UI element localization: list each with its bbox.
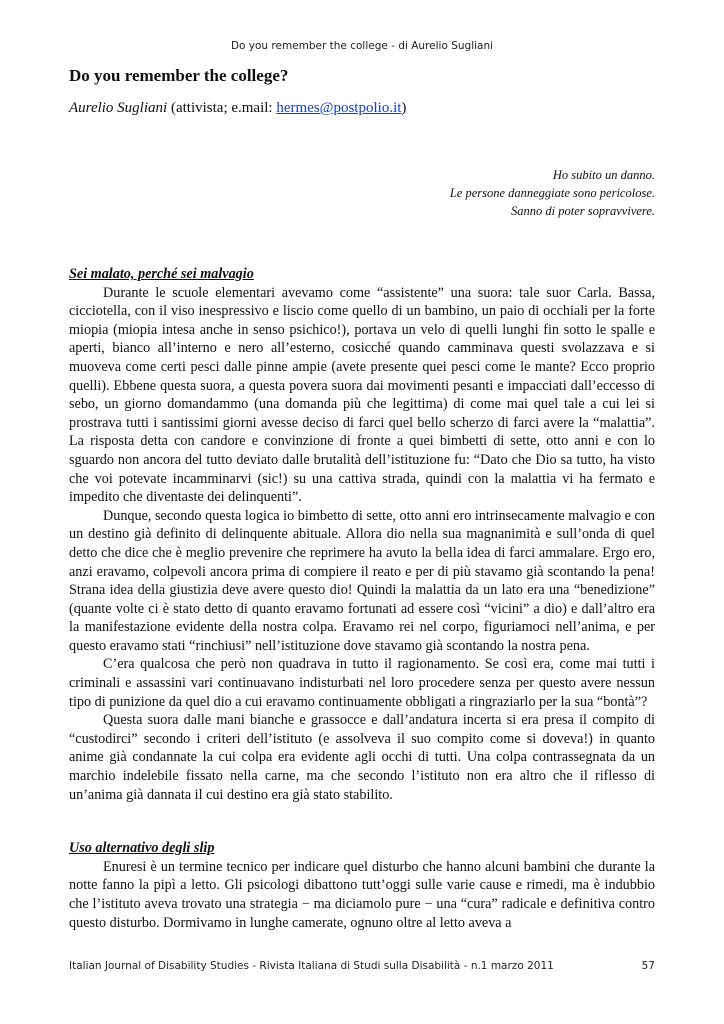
epigraph [450, 166, 655, 220]
article-body [69, 265, 655, 932]
running-head: Do you remember the college - di Aurelio Sugliani [230, 40, 494, 52]
paragraph: Durante le scuole elementari avevamo come “assistente” una suora: tale suor Carla. Bassa, cicciotella, con il viso inespressivo e liscio come quello di un bambino, un paio di occhiali per la forte miopia (miopia intesa anche in senso psichico!), portava un velo di quelli lunghi fin sotto le spalle e aperti, bianco all’interno e nero all’esterno, cosicché quando camminava questi svolazzava e si muoveva come certi pesci dalle pinne ampie (avete presente quei pesci come le mante? Ecco proprio quelli). Ebbene questa suora, a questa povera suora dai movimenti pesanti e impacciati dall’eccesso di sebo, un giorno domandammo (una domanda più che legittima) di come mai quel tale a cui lei si prostrava tutti i santissimi giorni avesse deciso di farci quel bello scherzo di farci avere la “malattia”. La risposta detta con candore e convinzione di fronte a quei bimbetti di sette, otto anni e con lo sguardo non ancora del tutto deviato dalle brutalità dell’istituzione fu: “Dato che Dio sa tutto, ha visto che voi potevate incamminarvi (sic!) su una cattiva strada, quindi con la malattia vi ha fermato e impedito che diventaste dei delinquenti”. [69, 284, 655, 506]
journal-citation: Italian Journal of Disability Studies - Rivista Italiana di Studi sulla Disabilità - n.1 marzo 2011 [69, 960, 554, 972]
paragraph: Dunque, secondo questa logica io bimbetto di sette, otto anni ero intrinsecamente malvagio e con un destino già definito di delinquente abituale. Allora dio nella sua magnanimità e sull’onda di quel detto che dice che è meglio prevenire che reprimere ha avuto la bella idea di farci ammalare. Ergo ero, anzi eravamo, colpevoli ancora prima di compiere il reato e per di più stavamo già scontando la pena! Strana idea della giustizia deve avere questo dio! Quindi la malattia da un lato era una “benedizione” (quante volte ci è stato detto di quanto eravamo fortunati ad essere così “vicini” a dio) e dall’altro era la manifestazione evidente della nostra colpa. Eravamo rei nel corpo, figuriamoci nell’anima, e per questo eravamo stati “rinchiusi” nell’istituzione dove stavamo già scontando la nostra pena. [69, 507, 655, 654]
author-name: Aurelio Sugliani [69, 100, 168, 116]
page-footer [69, 960, 655, 972]
author-close: ) [401, 100, 407, 116]
author-affiliation: (attivista; e.mail: [167, 100, 277, 116]
section-gap [69, 804, 655, 839]
article-title: Do you remember the college? [69, 66, 289, 85]
author-email-link[interactable]: hermes@postpolio.it [276, 100, 402, 116]
paragraph: Questa suora dalle mani bianche e grassocce e dall’andatura incerta si era presa il compito di “custodirci” secondo i criteri dell’istituto (e assolveva il suo compito come si doveva!) in quanto anime già condannate la cui colpa era evidente agli occhi di tutti. Una colpa contrassegnata da un marchio indelebile fissato nella carne, ma che secondo l’istituto non era altro che il riflesso di un’anima già dannata il cui destino era già stato stabilito. [69, 712, 655, 803]
section-heading: Sei malato, perché sei malvagio [69, 266, 254, 282]
author-line [69, 100, 406, 117]
page-number: 57 [641, 960, 655, 972]
epigraph-line: Le persone danneggiate sono pericolose. [449, 186, 655, 200]
paragraph: Enuresi è un termine tecnico per indicare quel disturbo che hanno alcuni bambini che durante la notte fanno la pipì a letto. Gli psicologi dibattono tutt’oggi sulle varie cause e rimedi, ma è indubbio che l’istituto aveva trovato una strategia − ma diciamolo pure − una “cura” radicale e definitiva contro questo disturbo. Dormivamo in lunghe camerate, ognuno oltre al letto aveva a [69, 858, 655, 931]
paragraph: C’era qualcosa che però non quadrava in tutto il ragionamento. Se così era, come mai tutti i criminali e assassini vari continuavano indisturbati nel loro procedere senza per questo avere nessun tipo di punizione da quel dio a cui eravamo continuamente obbligati a ringraziarlo per la sua “bontà”? [69, 656, 655, 710]
epigraph-line: Ho subito un danno. [552, 168, 655, 182]
section-heading: Uso alternativo degli slip [69, 840, 215, 857]
epigraph-line: Sanno di poter sopravvivere. [511, 204, 655, 218]
